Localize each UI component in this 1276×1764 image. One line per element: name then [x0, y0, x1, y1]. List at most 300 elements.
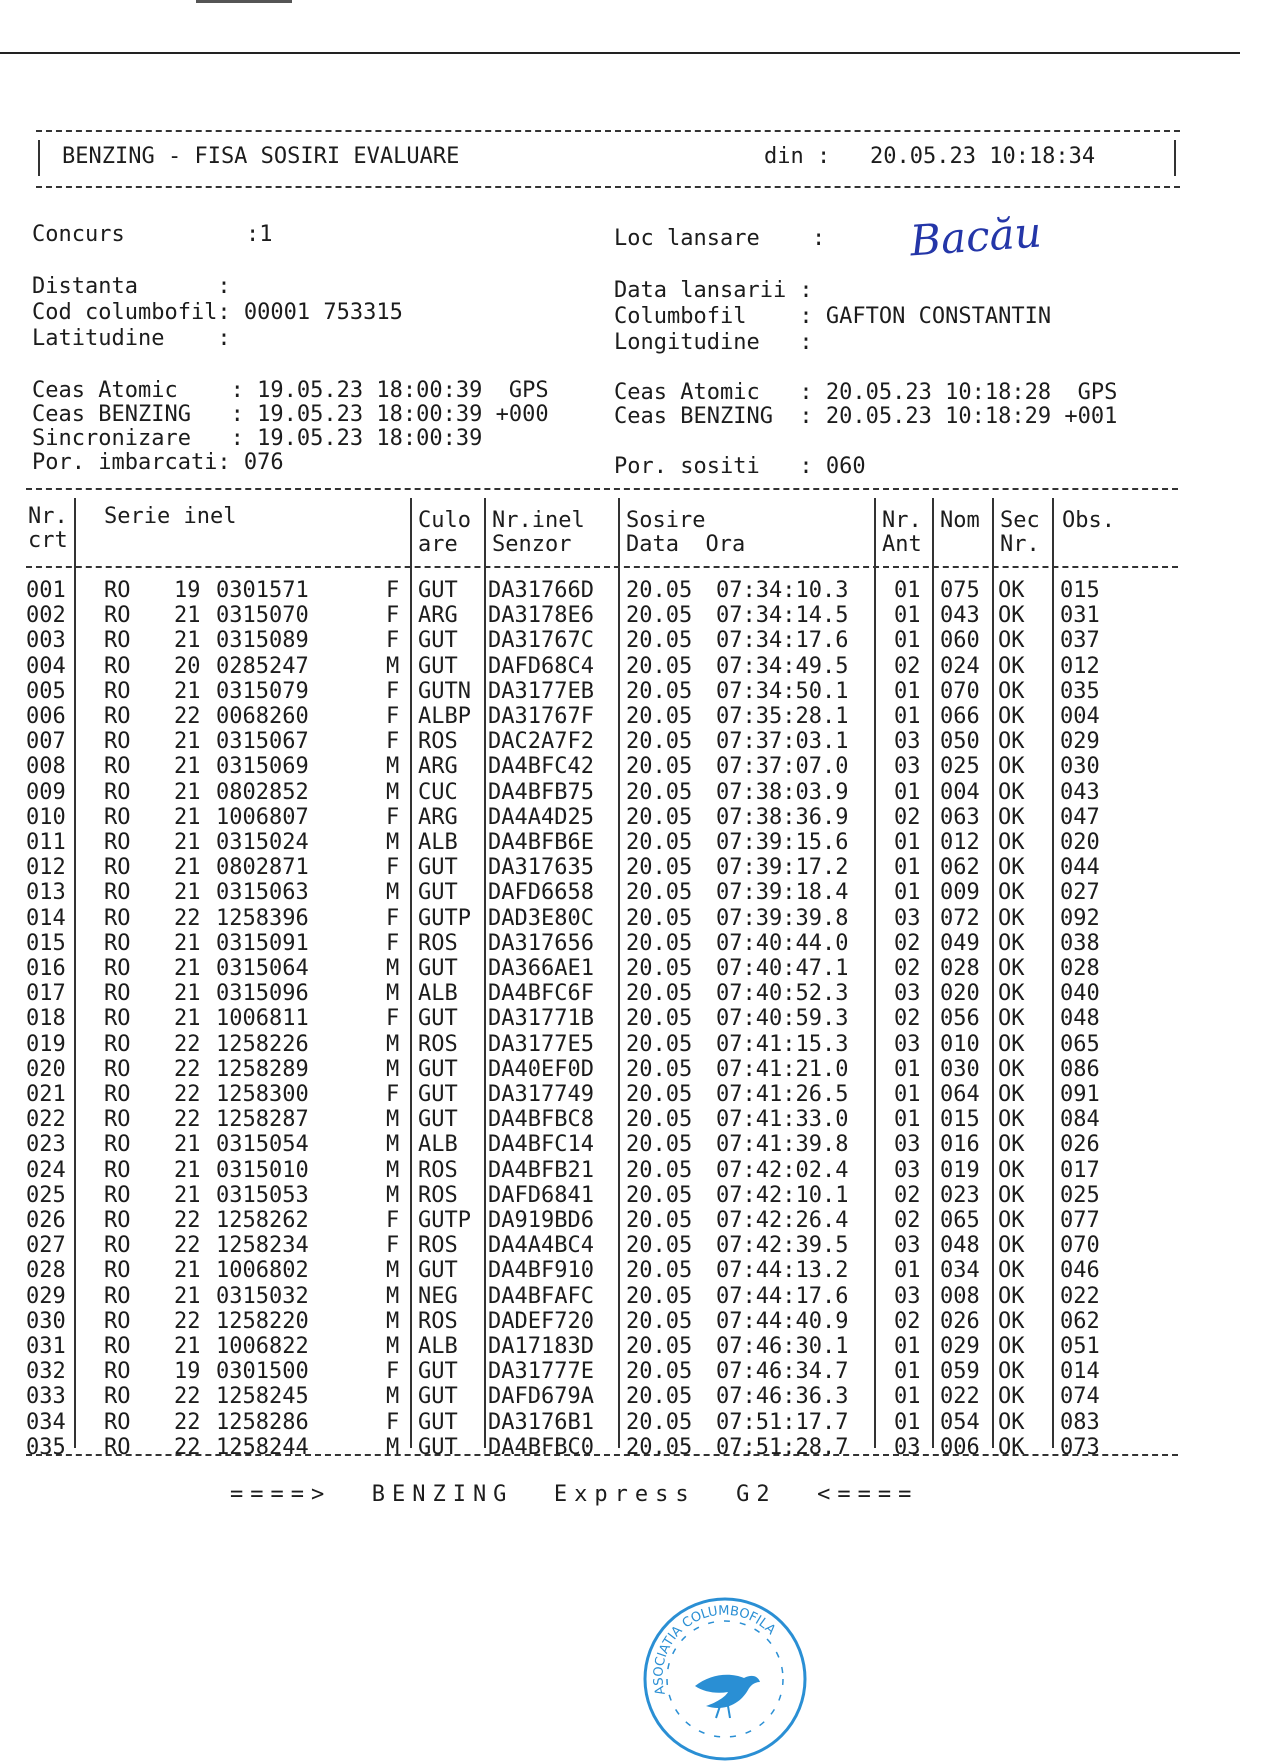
row-year: 21: [174, 754, 201, 780]
col-header-secnr: Nr.: [1000, 532, 1040, 557]
row-year: 21: [174, 1258, 201, 1284]
row-date: 20.05: [626, 578, 693, 603]
row-country: RO: [104, 830, 131, 855]
row-obs: 015: [1060, 578, 1100, 603]
row-ant: 02: [894, 930, 921, 956]
footer-brand: ====> BENZING Express G2 <====: [230, 1482, 919, 1507]
row-obs: 065: [1060, 1031, 1100, 1057]
row-sensor: DAD3E80C: [488, 905, 594, 931]
cod-columbofil-line: Cod columbofil: 00001 753315: [32, 300, 403, 325]
row-ring: 0802871: [216, 855, 309, 881]
por-sositi-line: Por. sositi : 060: [614, 454, 866, 479]
row-sec: OK: [998, 1409, 1025, 1435]
row-ant: 01: [894, 1409, 921, 1435]
col-sep-4: [618, 498, 620, 1448]
row-nr: 026: [26, 1208, 66, 1233]
row-nom: 066: [940, 704, 980, 729]
col-header-sec: Sec: [1000, 508, 1040, 533]
row-time: 07:37:07.0: [716, 754, 849, 780]
row-nom: 060: [940, 628, 980, 654]
row-ant: 01: [894, 1359, 921, 1385]
row-date: 20.05: [626, 855, 693, 881]
row-date: 20.05: [626, 1434, 693, 1460]
association-stamp-icon: [640, 1594, 810, 1764]
por-imbarcati-line: Por. imbarcati: 076: [32, 450, 284, 475]
row-obs: 025: [1060, 1182, 1100, 1208]
row-color: GUT: [418, 1409, 458, 1435]
row-nr: 019: [26, 1031, 66, 1057]
row-year: 21: [174, 855, 201, 881]
row-obs: 043: [1060, 779, 1100, 805]
row-nr: 025: [26, 1182, 66, 1208]
row-nr: 002: [26, 603, 66, 629]
row-nr: 007: [26, 729, 66, 755]
row-nom: 070: [940, 678, 980, 704]
row-sensor: DA4BFC14: [488, 1132, 594, 1158]
row-ant: 02: [894, 1182, 921, 1208]
row-ring: 1006802: [216, 1258, 309, 1284]
row-year: 21: [174, 628, 201, 654]
row-sensor: DA40EF0D: [488, 1056, 594, 1082]
row-sensor: DA317749: [488, 1082, 594, 1107]
row-sec: OK: [998, 1107, 1025, 1133]
row-sex: M: [386, 1283, 400, 1309]
row-country: RO: [104, 905, 131, 931]
row-year: 22: [174, 1208, 201, 1233]
row-color: GUT: [418, 1434, 458, 1460]
row-sec: OK: [998, 779, 1025, 805]
row-country: RO: [104, 804, 131, 830]
row-sec: OK: [998, 1056, 1025, 1082]
row-date: 20.05: [626, 804, 693, 830]
row-time: 07:34:49.5: [716, 653, 849, 679]
row-nom: 004: [940, 779, 980, 805]
row-sensor: DA4BFB75: [488, 779, 594, 805]
row-country: RO: [104, 1182, 131, 1208]
row-sensor: DAFD679A: [488, 1384, 594, 1410]
row-sex: M: [386, 1056, 400, 1082]
col-header-senzor: Senzor: [492, 532, 572, 557]
row-nom: 009: [940, 880, 980, 906]
row-sex: M: [386, 1384, 400, 1410]
row-year: 21: [174, 779, 201, 805]
row-color: ROS: [418, 1233, 458, 1259]
row-year: 22: [174, 1107, 201, 1133]
row-country: RO: [104, 779, 131, 805]
row-date: 20.05: [626, 956, 693, 981]
row-date: 20.05: [626, 1359, 693, 1385]
row-ring: 0315063: [216, 880, 309, 906]
data-lansarii-line: Data lansarii :: [614, 278, 813, 303]
row-sensor: DA919BD6: [488, 1208, 594, 1233]
row-date: 20.05: [626, 1157, 693, 1183]
row-time: 07:44:17.6: [716, 1283, 849, 1309]
row-date: 20.05: [626, 1056, 693, 1082]
row-sec: OK: [998, 729, 1025, 755]
col-header-culo: Culo: [418, 508, 471, 533]
row-date: 20.05: [626, 981, 693, 1007]
row-date: 20.05: [626, 1182, 693, 1208]
row-color: NEG: [418, 1283, 458, 1309]
row-color: GUT: [418, 578, 458, 603]
row-color: ALBP: [418, 704, 471, 729]
row-time: 07:35:28.1: [716, 704, 849, 729]
row-ring: 0315089: [216, 628, 309, 654]
row-time: 07:46:30.1: [716, 1334, 849, 1359]
row-year: 22: [174, 704, 201, 729]
col-header-dataora: Data Ora: [626, 532, 746, 557]
row-date: 20.05: [626, 1308, 693, 1334]
row-obs: 022: [1060, 1283, 1100, 1309]
row-time: 07:41:21.0: [716, 1056, 849, 1082]
row-sensor: DA3177E5: [488, 1031, 594, 1057]
row-sensor: DA4BFB21: [488, 1157, 594, 1183]
row-sec: OK: [998, 1208, 1025, 1233]
report-date-label: din :: [764, 144, 831, 169]
row-nom: 020: [940, 981, 980, 1007]
row-nom: 063: [940, 804, 980, 830]
row-time: 07:41:26.5: [716, 1082, 849, 1107]
row-ant: 01: [894, 830, 921, 855]
row-ant: 01: [894, 855, 921, 881]
row-ring: 1006807: [216, 804, 309, 830]
row-year: 20: [174, 653, 201, 679]
row-ant: 02: [894, 804, 921, 830]
row-ant: 03: [894, 1434, 921, 1460]
row-sex: F: [386, 1208, 400, 1233]
row-sec: OK: [998, 1082, 1025, 1107]
row-nr: 027: [26, 1233, 66, 1259]
row-date: 20.05: [626, 1006, 693, 1032]
row-sec: OK: [998, 956, 1025, 981]
col-sep-3: [484, 498, 486, 1448]
row-sex: M: [386, 830, 400, 855]
row-sec: OK: [998, 603, 1025, 629]
row-time: 07:42:02.4: [716, 1157, 849, 1183]
row-obs: 044: [1060, 855, 1100, 881]
row-sex: M: [386, 1031, 400, 1057]
report-header-box: [36, 130, 1180, 188]
row-color: ARG: [418, 804, 458, 830]
row-color: GUT: [418, 1056, 458, 1082]
handwritten-location: Bacău: [908, 207, 1044, 266]
row-nr: 006: [26, 704, 66, 729]
row-sensor: DA4BFBC8: [488, 1107, 594, 1133]
row-color: GUTP: [418, 1208, 471, 1233]
arrivals-table: [26, 488, 1178, 1468]
row-country: RO: [104, 729, 131, 755]
row-ant: 01: [894, 704, 921, 729]
row-sex: M: [386, 779, 400, 805]
row-sex: F: [386, 578, 400, 603]
row-year: 22: [174, 1434, 201, 1460]
row-time: 07:37:03.1: [716, 729, 849, 755]
row-ring: 1258300: [216, 1082, 309, 1107]
row-obs: 051: [1060, 1334, 1100, 1359]
row-country: RO: [104, 1006, 131, 1032]
row-sensor: DA3178E6: [488, 603, 594, 629]
row-ring: 0301571: [216, 578, 309, 603]
row-sex: F: [386, 930, 400, 956]
row-color: ROS: [418, 1308, 458, 1334]
row-obs: 070: [1060, 1233, 1100, 1259]
row-time: 07:40:59.3: [716, 1006, 849, 1032]
row-sex: M: [386, 653, 400, 679]
row-sec: OK: [998, 1283, 1025, 1309]
row-obs: 012: [1060, 653, 1100, 679]
row-nr: 021: [26, 1082, 66, 1107]
row-country: RO: [104, 930, 131, 956]
row-ring: 0068260: [216, 704, 309, 729]
row-ant: 03: [894, 1233, 921, 1259]
row-nr: 029: [26, 1283, 66, 1309]
row-nom: 056: [940, 1006, 980, 1032]
row-sensor: DA4A4BC4: [488, 1233, 594, 1259]
row-ant: 03: [894, 1132, 921, 1158]
row-sex: F: [386, 704, 400, 729]
table-header-rule: [26, 566, 1178, 568]
row-year: 21: [174, 1182, 201, 1208]
row-sensor: DA366AE1: [488, 956, 594, 981]
row-obs: 084: [1060, 1107, 1100, 1133]
row-nom: 012: [940, 830, 980, 855]
row-year: 19: [174, 1359, 201, 1385]
row-sensor: DA317635: [488, 855, 594, 881]
row-time: 07:41:33.0: [716, 1107, 849, 1133]
row-country: RO: [104, 1107, 131, 1133]
col-header-nrinel: Nr.inel: [492, 508, 585, 533]
row-time: 07:51:28.7: [716, 1434, 849, 1460]
row-color: GUT: [418, 1384, 458, 1410]
row-sec: OK: [998, 905, 1025, 931]
scan-edge-mark: [196, 0, 292, 3]
row-time: 07:41:15.3: [716, 1031, 849, 1057]
row-ring: 1006822: [216, 1334, 309, 1359]
row-nr: 023: [26, 1132, 66, 1158]
col-header-crt: crt: [28, 528, 68, 553]
table-top-rule: [26, 488, 1178, 490]
row-sensor: DAFD6841: [488, 1182, 594, 1208]
row-ring: 0802852: [216, 779, 309, 805]
row-year: 21: [174, 678, 201, 704]
col-header-obs: Obs.: [1062, 508, 1115, 533]
row-nom: 050: [940, 729, 980, 755]
row-time: 07:39:15.6: [716, 830, 849, 855]
row-ring: 0315064: [216, 956, 309, 981]
row-ring: 0315069: [216, 754, 309, 780]
row-color: GUT: [418, 855, 458, 881]
row-country: RO: [104, 880, 131, 906]
row-obs: 083: [1060, 1409, 1100, 1435]
row-color: GUT: [418, 1082, 458, 1107]
row-sex: M: [386, 1107, 400, 1133]
row-sec: OK: [998, 1334, 1025, 1359]
row-date: 20.05: [626, 754, 693, 780]
loc-lansare-colon: :: [812, 226, 826, 251]
row-obs: 092: [1060, 905, 1100, 931]
col-header-sosire: Sosire: [626, 508, 706, 533]
row-year: 22: [174, 1233, 201, 1259]
row-sensor: DA317656: [488, 930, 594, 956]
row-ring: 1258287: [216, 1107, 309, 1133]
row-time: 07:34:17.6: [716, 628, 849, 654]
row-sec: OK: [998, 1157, 1025, 1183]
row-obs: 028: [1060, 956, 1100, 981]
row-sec: OK: [998, 1006, 1025, 1032]
row-obs: 017: [1060, 1157, 1100, 1183]
row-country: RO: [104, 1082, 131, 1107]
row-sensor: DA4BFBC0: [488, 1434, 594, 1460]
row-date: 20.05: [626, 1132, 693, 1158]
row-nom: 043: [940, 603, 980, 629]
row-sex: F: [386, 1359, 400, 1385]
row-country: RO: [104, 1031, 131, 1057]
ceas-atomic-left: Ceas Atomic : 19.05.23 18:00:39 GPS: [32, 378, 549, 403]
row-ring: 1258396: [216, 905, 309, 931]
row-nom: 008: [940, 1283, 980, 1309]
row-nom: 059: [940, 1359, 980, 1385]
row-obs: 086: [1060, 1056, 1100, 1082]
row-sex: M: [386, 1157, 400, 1183]
row-sex: M: [386, 1308, 400, 1334]
row-country: RO: [104, 1157, 131, 1183]
row-year: 21: [174, 956, 201, 981]
row-sex: M: [386, 754, 400, 780]
row-sex: F: [386, 678, 400, 704]
row-obs: 004: [1060, 704, 1100, 729]
row-date: 20.05: [626, 729, 693, 755]
row-year: 21: [174, 1283, 201, 1309]
row-time: 07:40:47.1: [716, 956, 849, 981]
row-nom: 072: [940, 905, 980, 931]
row-country: RO: [104, 1233, 131, 1259]
ceas-benzing-right: Ceas BENZING : 20.05.23 10:18:29 +001: [614, 404, 1118, 429]
row-sec: OK: [998, 1384, 1025, 1410]
row-sensor: DA3177EB: [488, 678, 594, 704]
row-nr: 014: [26, 905, 66, 931]
row-country: RO: [104, 628, 131, 654]
row-country: RO: [104, 1334, 131, 1359]
row-year: 21: [174, 880, 201, 906]
row-nr: 003: [26, 628, 66, 654]
row-sex: M: [386, 880, 400, 906]
row-sensor: DAFD68C4: [488, 653, 594, 679]
row-sex: F: [386, 603, 400, 629]
ceas-benzing-left: Ceas BENZING : 19.05.23 18:00:39 +000: [32, 402, 549, 427]
row-country: RO: [104, 754, 131, 780]
row-obs: 062: [1060, 1308, 1100, 1334]
row-nr: 018: [26, 1006, 66, 1032]
row-date: 20.05: [626, 830, 693, 855]
row-ring: 0315053: [216, 1182, 309, 1208]
row-ring: 0315079: [216, 678, 309, 704]
row-sensor: DA31767F: [488, 704, 594, 729]
row-time: 07:44:40.9: [716, 1308, 849, 1334]
row-nr: 020: [26, 1056, 66, 1082]
row-ant: 01: [894, 578, 921, 603]
row-nom: 054: [940, 1409, 980, 1435]
row-ant: 03: [894, 905, 921, 931]
row-year: 22: [174, 1384, 201, 1410]
row-color: ALB: [418, 1132, 458, 1158]
row-ant: 01: [894, 1056, 921, 1082]
row-year: 19: [174, 578, 201, 603]
row-ant: 02: [894, 1006, 921, 1032]
row-country: RO: [104, 1208, 131, 1233]
row-ring: 1258244: [216, 1434, 309, 1460]
row-time: 07:44:13.2: [716, 1258, 849, 1284]
row-country: RO: [104, 1056, 131, 1082]
row-country: RO: [104, 855, 131, 881]
row-time: 07:41:39.8: [716, 1132, 849, 1158]
row-year: 21: [174, 1157, 201, 1183]
row-sex: M: [386, 1182, 400, 1208]
row-obs: 073: [1060, 1434, 1100, 1460]
row-obs: 014: [1060, 1359, 1100, 1385]
row-obs: 040: [1060, 981, 1100, 1007]
row-nom: 030: [940, 1056, 980, 1082]
row-date: 20.05: [626, 1107, 693, 1133]
row-sensor: DADEF720: [488, 1308, 594, 1334]
row-time: 07:42:10.1: [716, 1182, 849, 1208]
row-sec: OK: [998, 830, 1025, 855]
row-country: RO: [104, 1434, 131, 1460]
header-right-bar: [1174, 140, 1176, 176]
row-color: GUT: [418, 1359, 458, 1385]
row-country: RO: [104, 1409, 131, 1435]
row-sec: OK: [998, 1132, 1025, 1158]
row-nom: 022: [940, 1384, 980, 1410]
row-ant: 02: [894, 1208, 921, 1233]
row-date: 20.05: [626, 1082, 693, 1107]
row-ant: 01: [894, 779, 921, 805]
row-date: 20.05: [626, 628, 693, 654]
row-ant: 01: [894, 603, 921, 629]
row-date: 20.05: [626, 1258, 693, 1284]
row-date: 20.05: [626, 653, 693, 679]
col-sep-5: [874, 498, 876, 1448]
row-ring: 1258234: [216, 1233, 309, 1259]
col-header-are: are: [418, 532, 458, 557]
row-nr: 004: [26, 653, 66, 679]
row-sec: OK: [998, 1258, 1025, 1284]
sincronizare-line: Sincronizare : 19.05.23 18:00:39: [32, 426, 483, 451]
row-year: 21: [174, 930, 201, 956]
row-date: 20.05: [626, 930, 693, 956]
row-sensor: DA31767C: [488, 628, 594, 654]
row-color: GUT: [418, 1107, 458, 1133]
row-obs: 074: [1060, 1384, 1100, 1410]
row-sensor: DAC2A7F2: [488, 729, 594, 755]
row-date: 20.05: [626, 603, 693, 629]
row-time: 07:39:39.8: [716, 905, 849, 931]
row-sex: M: [386, 1258, 400, 1284]
row-obs: 038: [1060, 930, 1100, 956]
loc-lansare-label: Loc lansare: [614, 226, 760, 251]
row-year: 22: [174, 1308, 201, 1334]
row-nr: 032: [26, 1359, 66, 1385]
row-sec: OK: [998, 981, 1025, 1007]
row-obs: 027: [1060, 880, 1100, 906]
row-date: 20.05: [626, 1384, 693, 1410]
row-sec: OK: [998, 628, 1025, 654]
row-sensor: DA4A4D25: [488, 804, 594, 830]
row-obs: 031: [1060, 603, 1100, 629]
row-nr: 008: [26, 754, 66, 780]
row-country: RO: [104, 1132, 131, 1158]
row-nr: 012: [26, 855, 66, 881]
row-sensor: DA31766D: [488, 578, 594, 603]
